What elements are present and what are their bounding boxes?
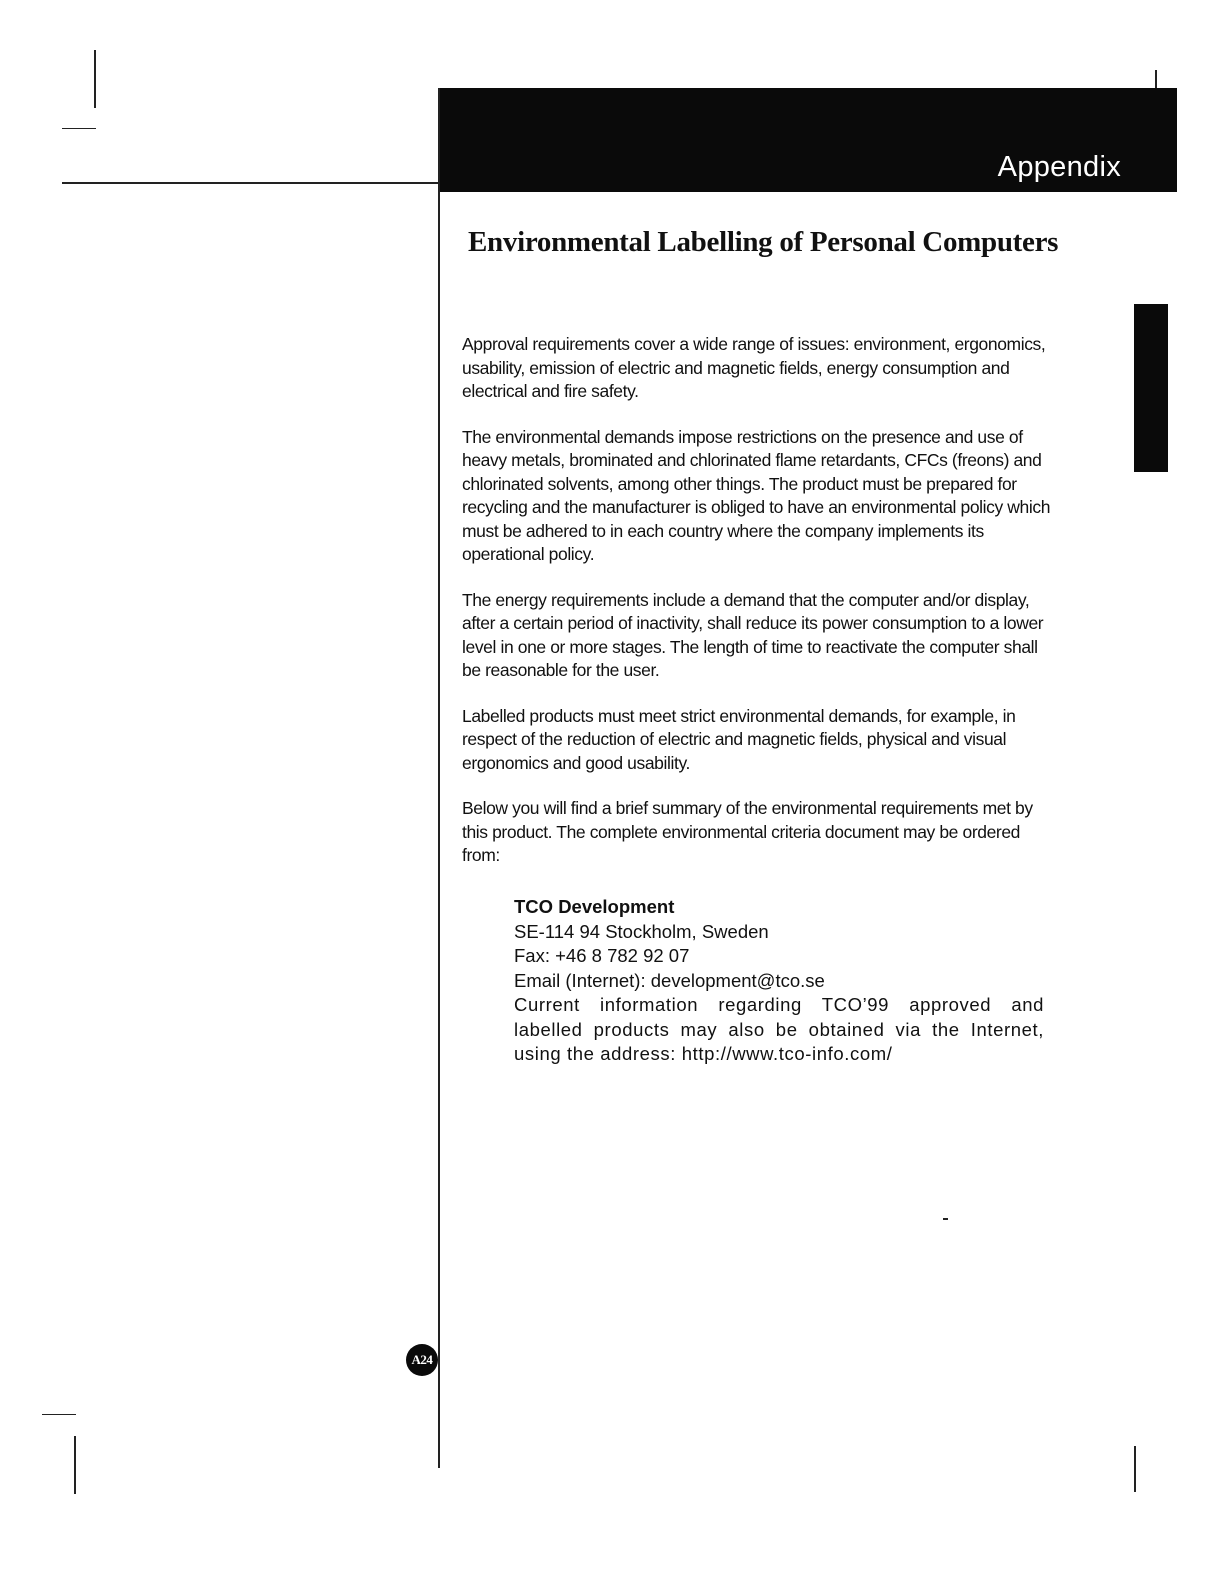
- paragraph-approval-requirements: Approval requirements cover a wide range of issues: environment, ergonomics, usability, emission of electric and magnetic fields, energy consumption and electrical and fire safety.: [462, 334, 1046, 401]
- body-text: [462, 333, 1052, 890]
- page-title: Environmental Labelling of Personal Computers: [468, 226, 1059, 258]
- section-title: Appendix: [997, 151, 1121, 183]
- section-header-bar: [440, 88, 1177, 192]
- page-number-badge: A24: [406, 1344, 438, 1376]
- contact-email: Email (Internet): development@tco.se: [514, 969, 825, 991]
- crop-mark-bottom-left-horizontal: [42, 1414, 76, 1415]
- paragraph-labelled-products: Labelled products must meet strict environmental demands, for example, in respect of the reduction of electric and magnetic fields, physical and visual ergonomics and good usability.: [462, 705, 1016, 773]
- header-rule-left: [62, 182, 442, 184]
- crop-mark-top-right-vertical: [1155, 70, 1157, 90]
- contact-organization: TCO Development: [514, 896, 675, 917]
- margin-rule-vertical: [438, 88, 440, 1468]
- contact-fax: Fax: +46 8 782 92 07: [514, 945, 690, 966]
- contact-internet-note: Current information regarding TCO’99 approved and labelled products may also be obtained via the Internet, using the address: http://www.tco-info.com/: [514, 994, 1044, 1064]
- crop-mark-bottom-right-vertical: [1134, 1446, 1136, 1492]
- paragraph-environmental-demands: The environmental demands impose restrictions on the presence and use of heavy metals, brominated and chlorinated flame retardants, CFCs (freons) and chlorinated solvents, among other things. The product must be prepared for recycling and the manufacturer is obliged to have an environmental policy which must be adhered to in each country where the company implements its operational policy.: [462, 426, 1051, 564]
- crop-mark-top-left-horizontal: [62, 128, 96, 129]
- paragraph-summary-intro: Below you will find a brief summary of the environmental requirements met by this product. The complete environmental criteria document may be ordered from:: [462, 798, 1033, 865]
- paragraph-energy-requirements: The energy requirements include a demand that the computer and/or display, after a certain period of inactivity, shall reduce its power consumption to a lower level in one or more stages. The length of time to reactivate the computer shall be reasonable for the user.: [462, 589, 1044, 680]
- crop-mark-top-left-vertical: [94, 50, 96, 108]
- contact-address: SE-114 94 Stockholm, Sweden: [514, 920, 769, 942]
- section-side-tab: [1134, 304, 1168, 472]
- crop-mark-bottom-left-vertical: [74, 1436, 76, 1494]
- speck: [943, 1218, 948, 1220]
- contact-block: [514, 895, 1044, 1067]
